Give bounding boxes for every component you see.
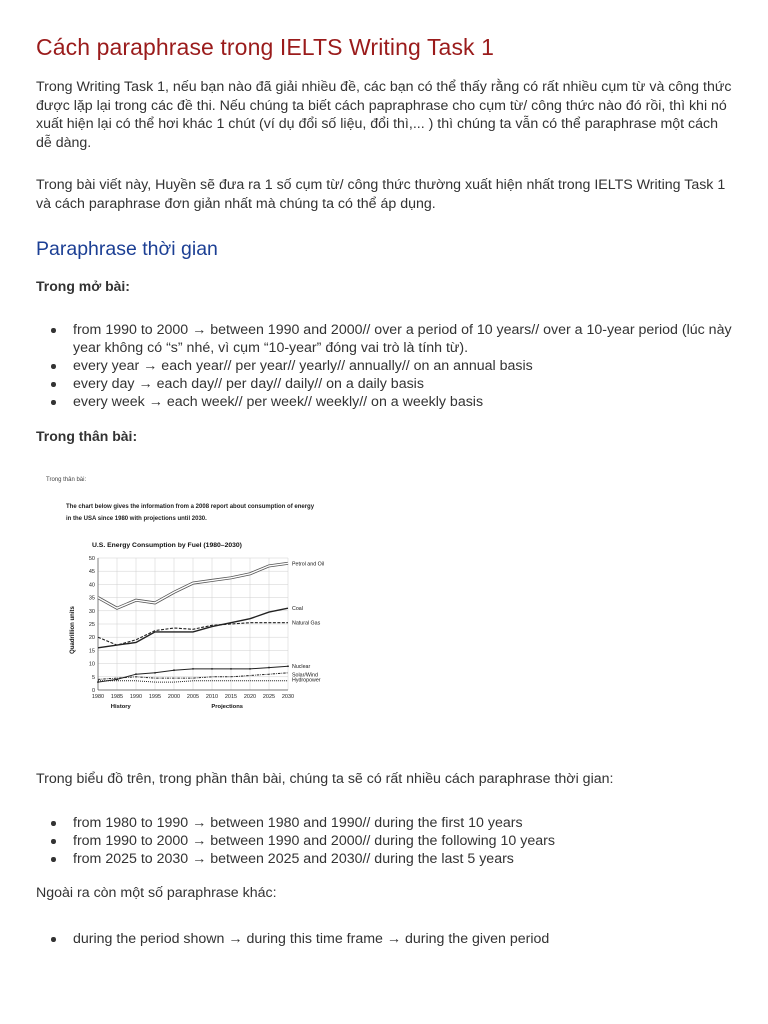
x-tick-label: 2010 (205, 694, 219, 700)
data-point (116, 679, 118, 681)
list-item: every week → each week// per week// weekly// on a weekly basis (36, 393, 736, 411)
other-bullet-list (36, 930, 736, 948)
y-tick-label: 40 (88, 582, 95, 589)
intro-heading: Trong mở bài: (36, 278, 130, 294)
data-point (154, 672, 156, 674)
energy-line-chart (36, 470, 366, 744)
figure-description-line-1: The chart below gives the information from a 2008 report about consumption of energy (66, 504, 315, 510)
x-label-projections: Projections (211, 704, 243, 710)
chart-title: U.S. Energy Consumption by Fuel (1980–2030) (92, 542, 242, 549)
list-item: from 2025 to 2030 → between 2025 and 2030// during the last 5 years (36, 850, 736, 868)
legend-label-natural-gas: Natural Gas (292, 620, 321, 627)
x-label-history: History (110, 704, 131, 710)
x-tick-label: 2000 (167, 694, 181, 700)
y-tick-label: 25 (88, 622, 95, 628)
chart-grid (98, 558, 288, 690)
figure-description (66, 504, 316, 522)
legend-label-nuclear: Nuclear (292, 664, 311, 671)
x-tick-label: 1980 (91, 694, 105, 700)
intro-paragraph-1: Trong Writing Task 1, nếu bạn nào đã giải nhiều đề, các bạn có thể thấy rằng có rất nhiều cụm từ và công thức được lặp lại trong các đề thi. Nếu chúng ta biết cách papraphrase cho cụm từ/ công thức nào đó rồi, thì khi nó xuất hiện lại có thể hơi khác 1 chút (ví dụ đổi số liệu, đổi thì,... ) thì chúng ta vẫn có thể paraphrase một cách dễ dàng. (36, 79, 732, 151)
intro-bullet-list (36, 321, 736, 411)
other-paragraph: Ngoài ra còn một số paraphrase khác: (36, 885, 277, 901)
figure-description-line-2: in the USA since 1980 with projections until 2030. (66, 516, 207, 522)
intro-paragraph-2: Trong bài viết này, Huyền sẽ đưa ra 1 số cụm từ/ công thức thường xuất hiện nhất trong IELTS Writing Task 1 và cách paraphrase đơn giản nhất mà chúng ta có thể áp dụng. (36, 177, 726, 212)
list-item: every day → each day// per day// daily// on a daily basis (36, 375, 736, 393)
x-tick-label: 2020 (243, 694, 257, 700)
data-point (135, 673, 137, 675)
y-tick-label: 35 (88, 595, 95, 602)
legend-label-petrol-and-oil: Petrol and Oil (292, 561, 325, 568)
y-tick-label: 15 (88, 648, 95, 655)
body-bullet-list (36, 814, 736, 868)
x-tick-label: 1985 (110, 694, 124, 700)
legend-label-solar-wind: Solar/Wind (292, 672, 318, 679)
body-paragraph: Trong biểu đồ trên, trong phần thân bài, chúng ta sẽ có rất nhiều cách paraphrase thời gian: (36, 771, 614, 787)
legend-label-hydropower: Hydropower (292, 677, 321, 684)
list-item: every year → each year// per year// yearly// annually// on an annual basis (36, 357, 736, 375)
data-point (173, 669, 175, 671)
list-item: during the period shown → during this time frame → during the given period (36, 930, 736, 948)
data-point (249, 668, 251, 670)
data-point (211, 668, 213, 670)
x-tick-label: 2005 (186, 694, 200, 700)
x-tick-label: 1990 (129, 694, 143, 700)
energy-chart-figure (36, 470, 366, 744)
list-item: from 1990 to 2000 → between 1990 and 2000// over a period of 10 years// over a 10-year period (lúc này year không có “s” nhé, vì cụm “10-year” đóng vai trò là tính từ). (36, 321, 736, 357)
x-tick-label: 1995 (148, 694, 162, 700)
y-tick-label: 10 (88, 661, 95, 668)
x-tick-label: 2030 (281, 694, 295, 700)
page-title: Cách paraphrase trong IELTS Writing Task 1 (36, 34, 495, 60)
y-tick-label: 45 (88, 569, 95, 576)
data-point (192, 668, 194, 670)
list-item: from 1990 to 2000 → between 1990 and 2000// during the following 10 years (36, 832, 736, 850)
legend-label-coal: Coal (292, 606, 303, 613)
y-tick-label: 30 (88, 608, 95, 615)
x-tick-label: 2015 (224, 694, 238, 700)
y-tick-label: 0 (91, 688, 95, 694)
y-tick-label: 5 (91, 674, 95, 681)
y-tick-label: 50 (88, 556, 95, 562)
data-point (97, 681, 99, 683)
y-tick-label: 20 (88, 635, 95, 642)
figure-caption: Trong thân bài: (46, 477, 87, 483)
data-point (230, 668, 232, 670)
list-item: from 1980 to 1990 → between 1980 and 1990// during the first 10 years (36, 814, 736, 832)
section-title: Paraphrase thời gian (36, 238, 218, 260)
data-point (287, 665, 289, 667)
data-point (268, 667, 270, 669)
chart-labels (89, 556, 324, 710)
x-tick-label: 2025 (262, 694, 276, 700)
body-heading: Trong thân bài: (36, 428, 138, 444)
y-axis-label: Quadrillion units (70, 606, 76, 654)
